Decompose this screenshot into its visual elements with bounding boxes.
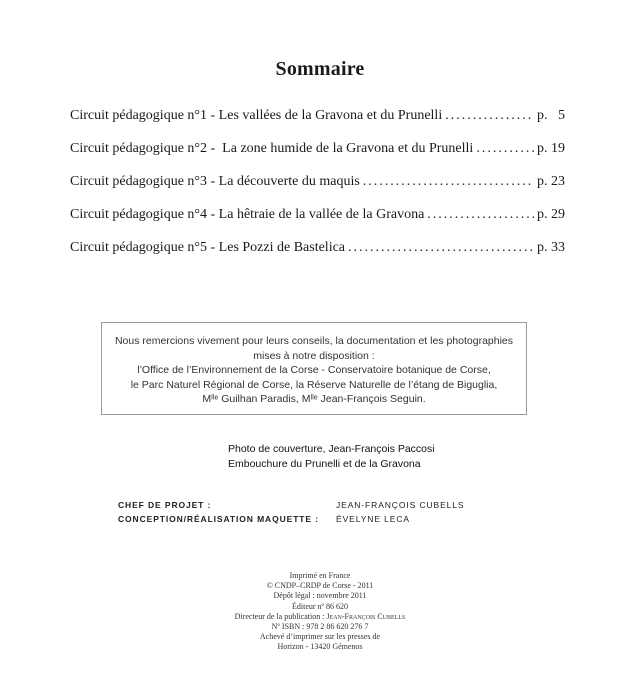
acknowledgements-line: Mˡˡᵉ Guilhan Paradis, Mˡˡᵉ Jean-François Seguin. <box>202 393 426 405</box>
toc-leader-dots <box>427 207 534 223</box>
publication-director-label: Directeur de la publication : <box>234 611 327 621</box>
acknowledgements-line: l’Office de l’Environnement de la Corse - Conservatoire botanique de Corse, <box>137 364 491 376</box>
toc-entry-page: p. 33 <box>537 240 565 255</box>
imprint-line: Nº ISBN : 978 2 86 620 276 7 <box>271 622 369 632</box>
toc-leader-dots <box>363 174 534 190</box>
imprint-line: Imprimé en France <box>289 571 351 580</box>
toc-entry <box>70 207 565 240</box>
toc-leader-dots <box>476 141 534 157</box>
imprint-line: © CNDP–CRDP de Corse - 2011 <box>266 581 374 591</box>
acknowledgements-line: Nous remercions vivement pour leurs conseils, la documentation et les photographies <box>114 335 514 347</box>
credit-role: CHEF DE PROJET : <box>118 500 212 510</box>
page-title: Sommaire <box>275 58 365 80</box>
cover-photo-credit <box>228 442 435 472</box>
toc-leader-dots <box>348 240 534 256</box>
cover-photo-caption: Embouchure du Prunelli et de la Gravona <box>228 458 421 470</box>
imprint-line: Achevé d’imprimer sur les presses de <box>259 632 381 642</box>
toc-leader-dots <box>445 108 534 124</box>
toc-entry-page: p. 23 <box>537 174 565 189</box>
imprint-line: Éditeur nº 86 620 <box>291 601 349 611</box>
cover-photo-author: Photo de couverture, Jean-François Paccosi <box>228 443 435 455</box>
publication-director-name: Jean-François Cubells <box>326 611 406 621</box>
credit-name: JEAN-FRANÇOIS CUBELLS <box>336 500 465 510</box>
toc-entry-page: p. 5 <box>537 108 565 123</box>
acknowledgements-box <box>101 322 527 415</box>
toc-entry-label: Circuit pédagogique n°5 - Les Pozzi de Bastelica <box>70 240 346 255</box>
toc-entry-page: p. 29 <box>537 207 565 222</box>
toc-entry-label: Circuit pédagogique n°4 - La hêtraie de la vallée de la Gravona <box>70 207 425 222</box>
imprint-line: Horizon - 13420 Gémenos <box>277 642 363 652</box>
toc-entry <box>70 240 565 273</box>
credit-name: ÉVELYNE LECA <box>336 514 410 524</box>
imprint-line: Dépôt légal : novembre 2011 <box>273 591 367 601</box>
toc-entry-label: Circuit pédagogique n°1 - Les vallées de la Gravona et du Prunelli <box>70 108 443 123</box>
credit-row <box>118 514 538 528</box>
toc-entry-label: Circuit pédagogique n°3 - La découverte du maquis <box>70 174 360 189</box>
toc-entry-label: Circuit pédagogique n°2 - La zone humide de la Gravona et du Prunelli <box>70 141 474 156</box>
imprint-block <box>0 571 640 653</box>
toc-entry <box>70 174 565 207</box>
credit-role: CONCEPTION/RÉALISATION MAQUETTE : <box>118 514 319 524</box>
project-credits <box>118 500 538 528</box>
toc-entry <box>70 108 565 141</box>
acknowledgements-line: le Parc Naturel Régional de Corse, la Réserve Naturelle de l’étang de Biguglia, <box>130 378 498 391</box>
toc-entry-page: p. 19 <box>537 141 565 156</box>
credit-row <box>118 500 538 514</box>
imprint-line <box>0 612 640 622</box>
acknowledgements-line: mises à notre disposition : <box>253 349 375 362</box>
toc-entry <box>70 141 565 174</box>
table-of-contents <box>70 108 565 273</box>
